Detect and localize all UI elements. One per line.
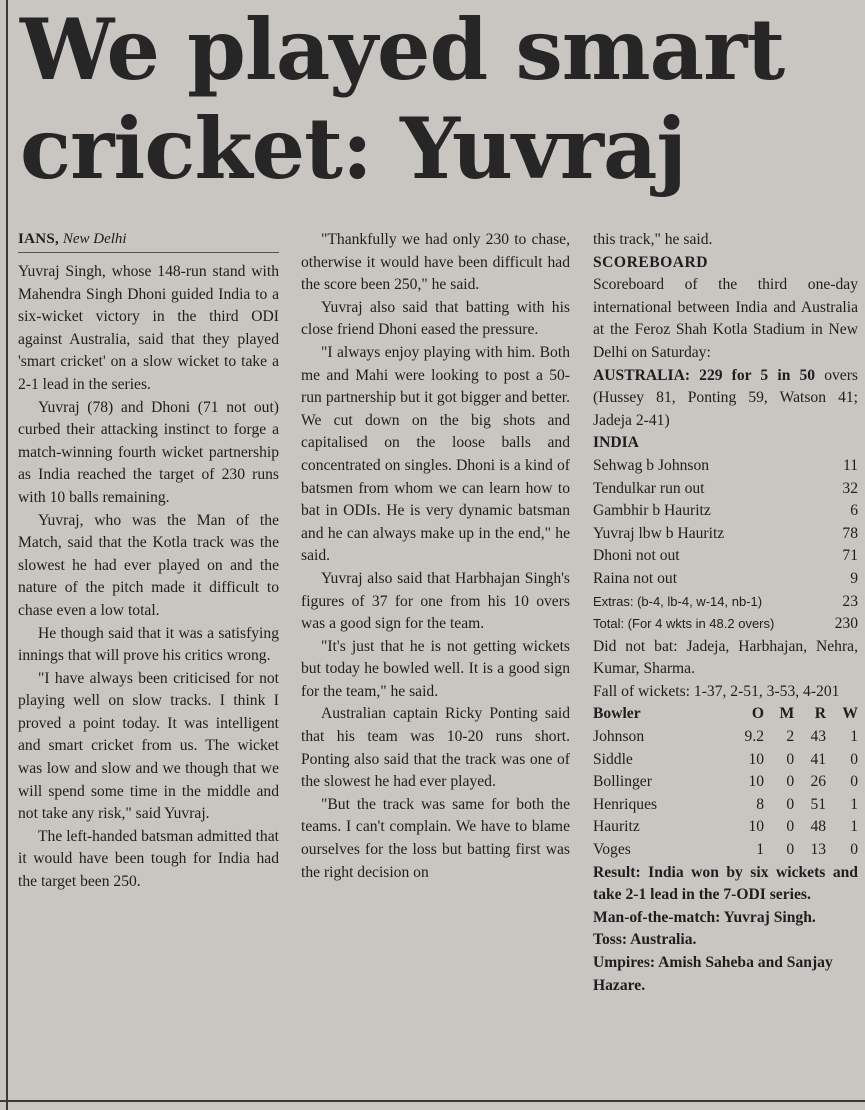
australia-innings xyxy=(593,365,858,433)
left-column-rule xyxy=(6,0,8,1110)
scoreboard-intro: Scoreboard of the third one-day international between India and Australia at the Feroz Shah Kotla Stadium in New Delhi on Saturday: xyxy=(593,276,858,361)
wickets: 0 xyxy=(850,773,858,791)
article-column-1 xyxy=(18,229,279,894)
bowler: Bollinger xyxy=(593,773,652,791)
extras-row xyxy=(593,591,858,614)
runs-conceded: 51 xyxy=(810,795,827,813)
wickets: 1 xyxy=(850,728,858,746)
overs: 10 xyxy=(748,773,765,791)
paragraph: "Thankfully we had only 230 to chase, otherwise it would have been difficult had the score been 250," he said. xyxy=(301,231,570,294)
batter: Tendulkar run out xyxy=(593,479,705,497)
paragraph: Yuvraj, who was the Man of the Match, said that the Kotla track was the slowest he had ever played on and the nature of the pitch made it difficult to chase even a low total. xyxy=(18,511,279,619)
fall-of-wickets: Fall of wickets: 1-37, 2-51, 3-53, 4-201 xyxy=(593,682,840,700)
overs: 10 xyxy=(748,750,765,768)
did-not-bat: Did not bat: Jadeja, Harbhajan, Nehra, Kumar, Sharma. xyxy=(593,637,858,678)
wickets: 1 xyxy=(850,818,858,836)
runs: 6 xyxy=(850,502,858,520)
maidens: 0 xyxy=(786,773,795,791)
bowling-row xyxy=(593,749,858,772)
wickets: 0 xyxy=(850,750,858,768)
bowling-row xyxy=(593,726,858,749)
header-bowler: Bowler xyxy=(593,705,641,723)
batter: Sehwag b Johnson xyxy=(593,456,710,474)
paragraph: The left-handed batsman admitted that it would have been tough for India had the target been 250. xyxy=(18,827,279,891)
toss: Toss: Australia. xyxy=(593,931,697,949)
total-label: Total: (For 4 wkts in 48.2 overs) xyxy=(593,616,775,632)
total-row xyxy=(593,613,858,636)
paragraph-continuation: this track," he said. xyxy=(593,231,713,248)
headline-line-1: We played smart xyxy=(20,0,785,99)
overs: 10 xyxy=(748,818,765,836)
bowling-row xyxy=(593,771,858,794)
runs-conceded: 41 xyxy=(810,750,827,768)
bowler: Henriques xyxy=(593,795,658,813)
total-value: 230 xyxy=(834,615,858,633)
australia-detail: overs (Hussey 81, Ponting 59, Watson 41; Jadeja 2-41) xyxy=(593,366,858,429)
batter: Yuvraj lbw b Hauritz xyxy=(593,524,725,542)
bowler: Siddle xyxy=(593,750,633,768)
batting-row xyxy=(593,523,858,546)
byline xyxy=(18,229,279,253)
runs-conceded: 26 xyxy=(810,773,827,791)
paragraph: Yuvraj also said that Harbhajan Singh's figures of 37 for one from his 10 overs was a good sign for the team. xyxy=(301,569,570,633)
extras-value: 23 xyxy=(842,592,858,610)
runs-conceded: 43 xyxy=(810,728,827,746)
batting-list xyxy=(593,455,858,636)
scoreboard-heading: SCOREBOARD xyxy=(593,253,709,271)
runs: 78 xyxy=(842,524,858,542)
batting-row xyxy=(593,455,858,478)
headline-line-2: cricket: Yuvraj xyxy=(20,99,686,198)
header-maidens: M xyxy=(779,705,795,723)
batter: Gambhir b Hauritz xyxy=(593,502,711,520)
header-overs: O xyxy=(751,705,765,723)
headline xyxy=(20,0,860,198)
paragraph: Australian captain Ricky Ponting said that his team was 10-20 runs short. Ponting also said that the track was one of the slowest he had ever played. xyxy=(301,705,570,791)
wickets: 1 xyxy=(850,795,858,813)
bowling-row xyxy=(593,839,858,862)
bowler: Johnson xyxy=(593,728,645,746)
byline-place: New Delhi xyxy=(62,231,127,247)
result: Result: India won by six wickets and take 2-1 lead in the 7-ODI series. xyxy=(593,863,858,904)
paragraph: He though said that it was a satisfying innings that will prove his critics wrong. xyxy=(18,624,279,665)
australia-label: AUSTRALIA: xyxy=(593,366,691,384)
australia-summary: 229 for 5 in 50 xyxy=(699,366,816,384)
overs: 8 xyxy=(756,795,765,813)
man-of-the-match: Man-of-the-match: Yuvraj Singh. xyxy=(593,908,816,926)
bowler: Hauritz xyxy=(593,818,640,836)
article-column-3 xyxy=(593,229,858,997)
extras-label: Extras: (b-4, lb-4, w-14, nb-1) xyxy=(593,593,763,609)
bowling-header-row xyxy=(593,703,858,726)
runs-conceded: 13 xyxy=(810,841,827,859)
runs: 32 xyxy=(842,479,858,497)
paragraph: "But the track was same for both the teams. I can't complain. We have to blame ourselves for the loss but batting first was the right decision on xyxy=(301,795,570,881)
paragraph: Yuvraj Singh, whose 148-run stand with Mahendra Singh Dhoni guided India to a six-wicket victory in the third ODI against Australia, said that they played 'smart cricket' on a slow wicket to take a 2-1 lead in the series. xyxy=(18,263,279,393)
overs: 9.2 xyxy=(744,728,765,746)
wickets: 0 xyxy=(850,841,858,859)
bowling-table xyxy=(593,703,858,861)
paragraph: "It's just that he is not getting wickets but today he bowled well. It is a good sign for the team," he said. xyxy=(301,637,570,700)
maidens: 0 xyxy=(786,818,795,836)
overs: 1 xyxy=(756,841,765,859)
byline-agency: IANS, xyxy=(18,231,60,247)
bowling-row xyxy=(593,794,858,817)
maidens: 0 xyxy=(786,750,795,768)
umpires: Umpires: Amish Saheba and Sanjay Hazare. xyxy=(593,954,833,994)
header-runs: R xyxy=(814,705,827,723)
batting-row xyxy=(593,500,858,523)
runs: 11 xyxy=(842,456,858,474)
batting-row xyxy=(593,568,858,591)
runs-conceded: 48 xyxy=(810,818,827,836)
bowler: Voges xyxy=(593,841,631,859)
batter: Dhoni not out xyxy=(593,547,680,565)
runs: 71 xyxy=(842,547,858,565)
header-wickets: W xyxy=(842,705,858,723)
article-column-2 xyxy=(301,229,570,884)
bowling-row xyxy=(593,816,858,839)
maidens: 0 xyxy=(786,841,795,859)
bottom-rule xyxy=(0,1100,865,1102)
india-label: INDIA xyxy=(593,434,639,452)
runs: 9 xyxy=(850,569,858,587)
batting-row xyxy=(593,545,858,568)
batter: Raina not out xyxy=(593,569,678,587)
paragraph: "I have always been criticised for not playing well on slow tracks. I think I proved a point today. It was intelligent and smart cricket from us. The wicket was low and slow and we though that we will spend some time in the middle and not take any risk," said Yuvraj. xyxy=(18,669,279,823)
maidens: 0 xyxy=(786,795,795,813)
paragraph: Yuvraj (78) and Dhoni (71 not out) curbed their attacking instinct to forge a match-winning fourth wicket partnership as India reached the target of 230 runs with 10 balls remaining. xyxy=(18,398,279,506)
maidens: 2 xyxy=(786,728,795,746)
paragraph: "I always enjoy playing with him. Both me and Mahi were looking to post a 50-run partnership but it got bigger and better. We cut down on the big shots and capitalised on the loose balls and concentrated on singles. Dhoni is a kind of batsmen from whom we can learn how to bat in ODIs. He is very dynamic batsman and he can always make up in the end," he said. xyxy=(301,343,570,565)
paragraph: Yuvraj also said that batting with his close friend Dhoni eased the pressure. xyxy=(301,298,570,339)
batting-row xyxy=(593,478,858,501)
